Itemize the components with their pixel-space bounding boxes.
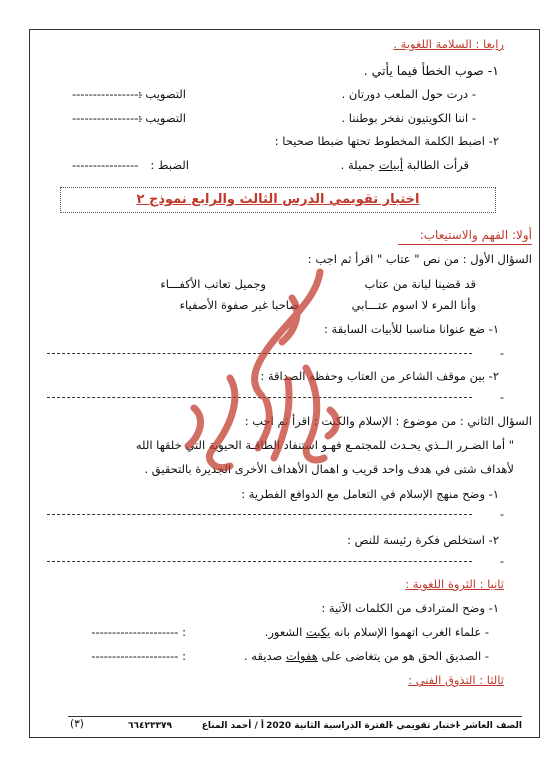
synonym-item-1-pre: - علماء الغرب اتهموا الإسلام بانه	[330, 625, 489, 639]
section3-heading: ثالثا : التذوق الفني :	[408, 673, 504, 687]
correction-blank-2[interactable]: -----------------	[72, 111, 143, 125]
answer-line-3[interactable]	[47, 514, 472, 515]
q2-sentence	[341, 158, 469, 173]
footer-test: اختبار تقويمي -	[389, 721, 459, 731]
answer-bullet-2: -	[499, 390, 504, 404]
section4-heading: رابعا : السلامة اللغوية .	[393, 37, 504, 51]
footer-phone: ٦٦٤٢٣٣٧٩	[128, 721, 172, 731]
q1-prompt: ١- صوب الخطأ فيما يأتي .	[363, 63, 499, 78]
footer-page-number: (٣)	[70, 718, 84, 730]
q1-item1: - درت حول الملعب دورتان .	[341, 87, 476, 101]
synonym-item-2-post: صديقه .	[243, 649, 286, 663]
q1-item2: - اننا الكويتيون نفخر بوطننا .	[341, 111, 476, 125]
answer-bullet-1: -	[499, 346, 504, 360]
footer-period: الفترة الدراسية الثانية 2020	[266, 721, 392, 731]
q2-sentence-post: جميلة .	[340, 158, 379, 172]
q2-prompt: ٢- اضبط الكلمة المخطوط تحتها ضبطا صحيحا :	[274, 134, 499, 148]
passage-line-1: " أما الضـرر الــذي يحـدث للمجتمـع فهـو استنفاد الطاقـة الحيوية التي خلقها الله	[135, 438, 514, 452]
synonym-blank-1[interactable]: : ---------------------	[91, 625, 186, 639]
synonym-item-1-post: الشعور.	[264, 625, 307, 639]
q2-target-word: أبيات	[378, 158, 404, 172]
footer-teacher: أ / أحمد المناع	[201, 721, 264, 731]
section2-heading: ثانيا : الثروة اللغوية :	[405, 577, 504, 591]
synonym-item-2-pre: - الصديق الحق هو من يتغاضى على	[317, 649, 489, 663]
verse2-first-half: وأنا المرء لا اسوم عتـــابي	[351, 298, 476, 312]
synonym-word-2: هفوات	[285, 649, 318, 663]
passage-line-2: لأهداف شتى في هدف واحد قريب و اهمال الأهداف الأخرى الجديرة بالتحقيق .	[144, 462, 514, 476]
test-title-box	[60, 187, 496, 213]
answer-line-4[interactable]	[47, 561, 472, 562]
question2-1: ١- وضح منهج الإسلام في التعامل مع الدوافع الفطرية :	[241, 487, 499, 501]
verse1-first-half: قد قضينا لبانة من عتاب	[364, 277, 476, 291]
q2-sentence-pre: قرأت الطالبة	[403, 158, 469, 172]
answer-line-1[interactable]	[47, 353, 472, 354]
answer-line-2[interactable]	[47, 397, 472, 398]
correction-blank-1[interactable]: -----------------	[72, 87, 143, 101]
footer-divider	[68, 716, 522, 717]
synonym-item-2	[244, 649, 489, 664]
correction-label-2: التصويب :	[137, 111, 186, 125]
test-title: اختبار تقويمي الدرس الثالث والرابع نموذج ٢	[136, 192, 420, 207]
answer-bullet-3: -	[499, 507, 504, 521]
answer-bullet-4: -	[499, 554, 504, 568]
dhabt-blank[interactable]: ----------------	[72, 158, 139, 172]
question2-2: ٢- استخلص فكرة رئيسة للنص :	[347, 533, 499, 547]
synonym-word-1: يكبت	[306, 625, 331, 639]
question1-1: ١- ضع عنوانا مناسبا للأبيات السابقة :	[324, 322, 499, 336]
question1-2: ٢- بين موقف الشاعر من العتاب وحفظه الصداقة :	[260, 369, 499, 383]
correction-label-1: التصويب :	[137, 87, 186, 101]
synonym-item-1	[265, 625, 489, 640]
synonym-blank-2[interactable]: : ---------------------	[91, 649, 186, 663]
dhabt-label: الضبط :	[150, 158, 189, 172]
verse2-second-half: صاحبا غير صفوة الأصفياء	[179, 298, 299, 312]
section2-q1: ١- وضح المترادف من الكلمات الآتية :	[321, 601, 499, 615]
verse1-second-half: وجميل تعاتب الأكفـــاء	[160, 277, 266, 291]
question1-intro: السؤال الأول : من نص " عتاب " اقرأ ثم اجب :	[307, 252, 532, 266]
footer-class: الصف العاشر -	[456, 721, 522, 731]
section1-heading: أولا: الفهم والاستيعاب:	[419, 228, 532, 242]
question2-intro: السؤال الثاني : من موضوع : الإسلام والكبت : اقرأ ثم اجب :	[244, 414, 532, 428]
section1-heading-underline	[398, 244, 532, 245]
